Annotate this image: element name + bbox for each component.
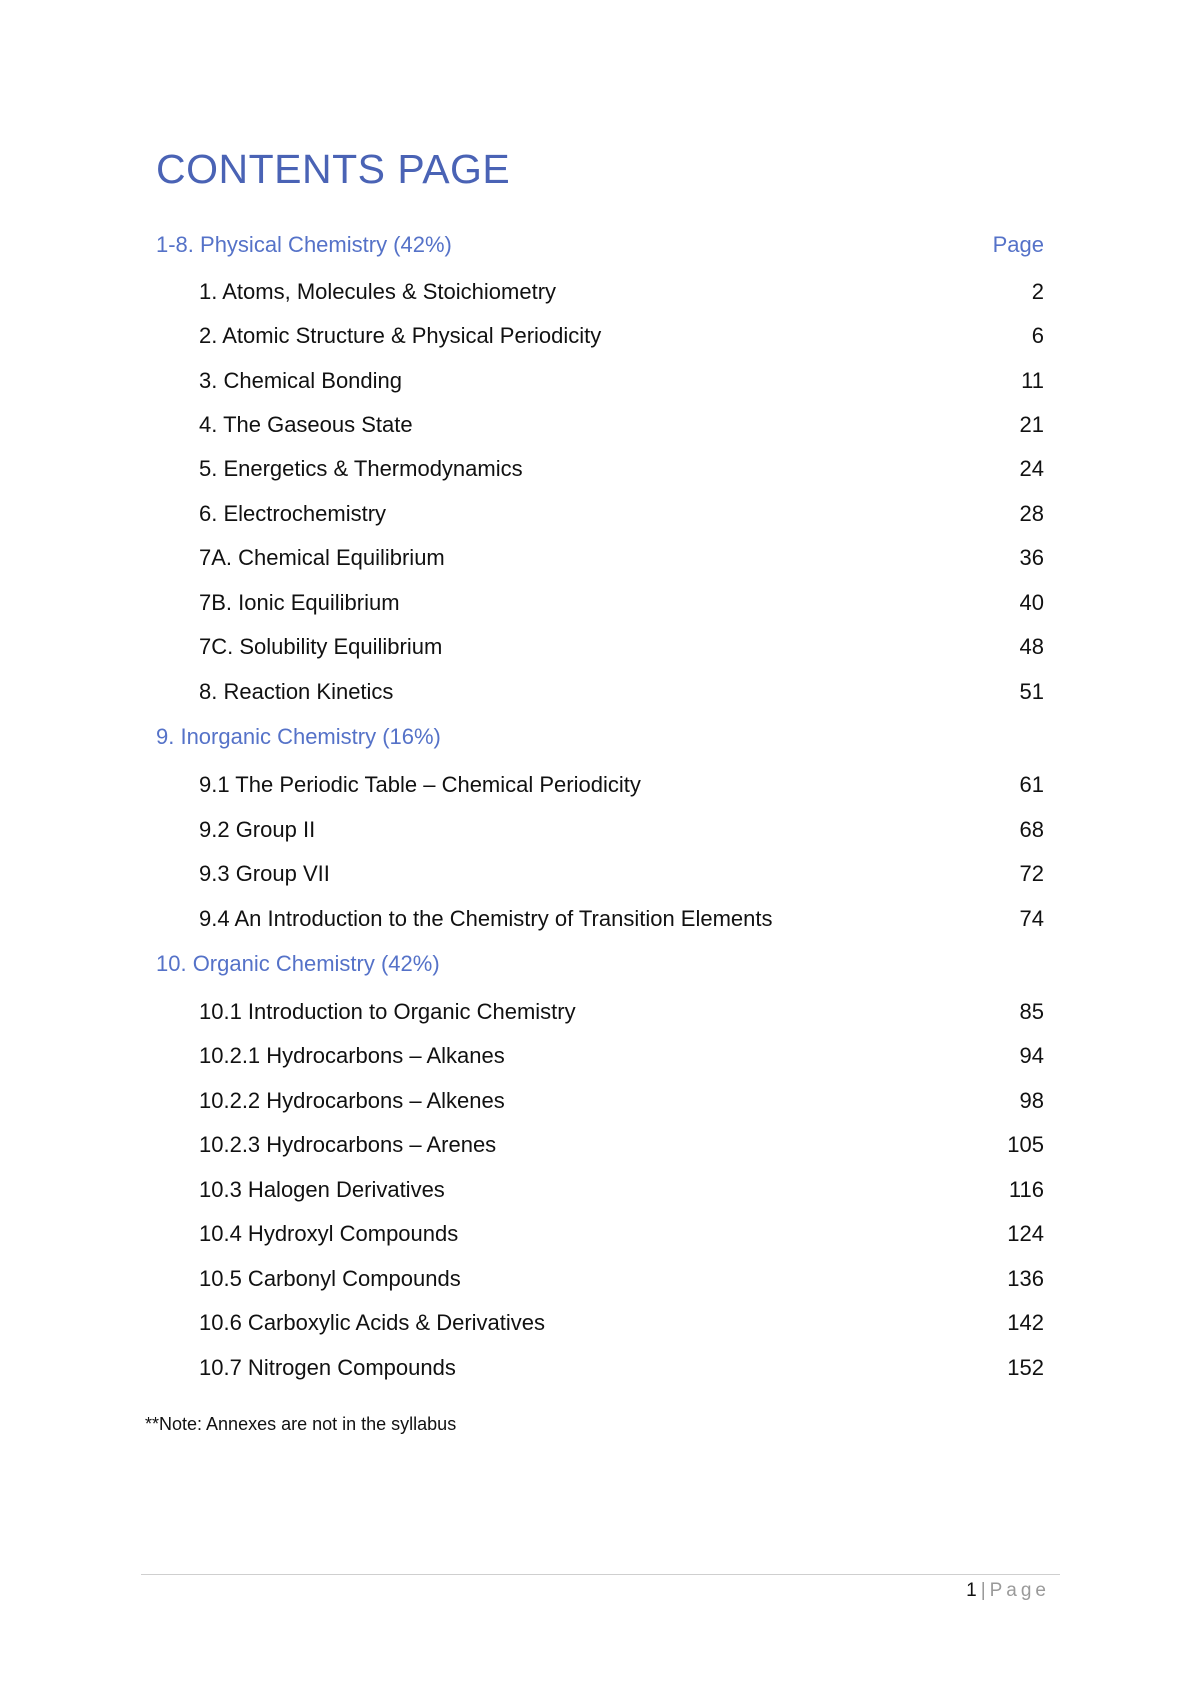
toc-entry-page: 94 <box>1019 1043 1044 1068</box>
toc-entry-label: 10.2.3 Hydrocarbons – Arenes <box>199 1132 497 1157</box>
toc-entry-page: 98 <box>1019 1088 1044 1113</box>
toc-entry[interactable] <box>199 902 1044 936</box>
toc-entry-page: 40 <box>1019 590 1044 615</box>
toc-entry-page: 11 <box>1021 368 1044 393</box>
toc-entry[interactable] <box>199 319 1044 353</box>
toc-entry-page: 72 <box>1019 861 1044 886</box>
toc-entry-page: 136 <box>1007 1266 1044 1291</box>
toc-entry[interactable] <box>199 1128 1044 1162</box>
toc-entry-label: 4. The Gaseous State <box>199 412 413 437</box>
toc-entry-label: 10.2.2 Hydrocarbons – Alkenes <box>199 1088 505 1113</box>
toc-entry[interactable] <box>199 768 1044 802</box>
toc-entry-label: 10.4 Hydroxyl Compounds <box>199 1221 459 1246</box>
toc-entry-page: 142 <box>1007 1310 1044 1335</box>
toc-entry-label: 10.6 Carboxylic Acids & Derivatives <box>199 1310 546 1335</box>
section-heading-inorganic-chemistry[interactable] <box>156 720 1044 754</box>
toc-entry-page: 85 <box>1019 999 1044 1024</box>
toc-entry-page: 2 <box>1031 279 1044 304</box>
toc-entry[interactable] <box>199 1217 1044 1251</box>
toc-entry-page: 74 <box>1019 906 1044 931</box>
section-heading-label: 1-8. Physical Chemistry (42%) <box>156 232 452 257</box>
toc-entry-label: 10.7 Nitrogen Compounds <box>199 1355 456 1380</box>
toc-entry[interactable] <box>199 541 1044 575</box>
toc-entry-page: 28 <box>1019 501 1044 526</box>
toc-entry-page: 24 <box>1019 456 1044 481</box>
toc-entry-label: 9.3 Group VII <box>199 861 330 886</box>
section-heading-label: 9. Inorganic Chemistry (16%) <box>156 724 441 749</box>
section-heading-physical-chemistry[interactable] <box>156 228 1044 262</box>
page-word: Page <box>989 1580 1050 1601</box>
syllabus-note: **Note: Annexes are not in the syllabus <box>145 1414 457 1434</box>
toc-entry-label: 7A. Chemical Equilibrium <box>199 545 445 570</box>
toc-entry-page: 152 <box>1007 1355 1044 1380</box>
toc-entry-label: 7C. Solubility Equilibrium <box>199 634 443 659</box>
toc-entry-label: 8. Reaction Kinetics <box>199 679 394 704</box>
toc-entry[interactable] <box>199 1306 1044 1340</box>
toc-entry[interactable] <box>199 1173 1044 1207</box>
toc-entry[interactable] <box>199 497 1044 531</box>
toc-entry[interactable] <box>199 364 1044 398</box>
page-number: 1 <box>966 1580 977 1601</box>
toc-entry-label: 2. Atomic Structure & Physical Periodicity <box>199 323 602 348</box>
toc-entry[interactable] <box>199 857 1044 891</box>
toc-entry-label: 7B. Ionic Equilibrium <box>199 590 400 615</box>
toc-entry[interactable] <box>199 995 1044 1029</box>
toc-entry[interactable] <box>199 1084 1044 1118</box>
toc-entry[interactable] <box>199 813 1044 847</box>
toc-entry[interactable] <box>199 1262 1044 1296</box>
toc-entry-label: 10.2.1 Hydrocarbons – Alkanes <box>199 1043 505 1068</box>
footer-separator: | <box>980 1580 986 1601</box>
toc-entry-label: 9.1 The Periodic Table – Chemical Periodicity <box>199 772 641 797</box>
toc-entry[interactable] <box>199 275 1044 309</box>
page-title: CONTENTS PAGE <box>156 146 511 192</box>
toc-entry-page: 21 <box>1019 412 1044 437</box>
toc-entry[interactable] <box>199 675 1044 709</box>
toc-entry-label: 3. Chemical Bonding <box>199 368 403 393</box>
section-heading-label: 10. Organic Chemistry (42%) <box>156 951 440 976</box>
toc-entry-label: 10.3 Halogen Derivatives <box>199 1177 445 1202</box>
toc-entry[interactable] <box>199 1039 1044 1073</box>
toc-entry-page: 36 <box>1019 545 1044 570</box>
toc-entry-label: 1. Atoms, Molecules & Stoichiometry <box>199 279 557 304</box>
toc-entry-page: 105 <box>1007 1132 1044 1157</box>
toc-entry[interactable] <box>199 452 1044 486</box>
toc-entry-label: 9.4 An Introduction to the Chemistry of Transition Elements <box>199 906 773 931</box>
toc-entry-label: 5. Energetics & Thermodynamics <box>199 456 523 481</box>
toc-entry-page: 61 <box>1019 772 1044 797</box>
toc-entry-page: 6 <box>1031 323 1044 348</box>
page-column-label: Page <box>992 232 1044 257</box>
footer-divider <box>141 1574 1060 1575</box>
toc-entry-label: 10.1 Introduction to Organic Chemistry <box>199 999 576 1024</box>
toc-entry-label: 6. Electrochemistry <box>199 501 387 526</box>
toc-entry[interactable] <box>199 586 1044 620</box>
section-heading-organic-chemistry[interactable] <box>156 947 1044 981</box>
toc-entry[interactable] <box>199 630 1044 664</box>
toc-entry-page: 116 <box>1008 1177 1044 1202</box>
toc-entry-page: 68 <box>1019 817 1044 842</box>
toc-entry-page: 124 <box>1007 1221 1044 1246</box>
toc-entry-page: 51 <box>1019 679 1044 704</box>
toc-entry[interactable] <box>199 1351 1044 1385</box>
page-footer <box>966 1580 1050 1602</box>
toc-entry-label: 10.5 Carbonyl Compounds <box>199 1266 461 1291</box>
toc-entry-label: 9.2 Group II <box>199 817 316 842</box>
toc-entry[interactable] <box>199 408 1044 442</box>
toc-entry-page: 48 <box>1019 634 1044 659</box>
